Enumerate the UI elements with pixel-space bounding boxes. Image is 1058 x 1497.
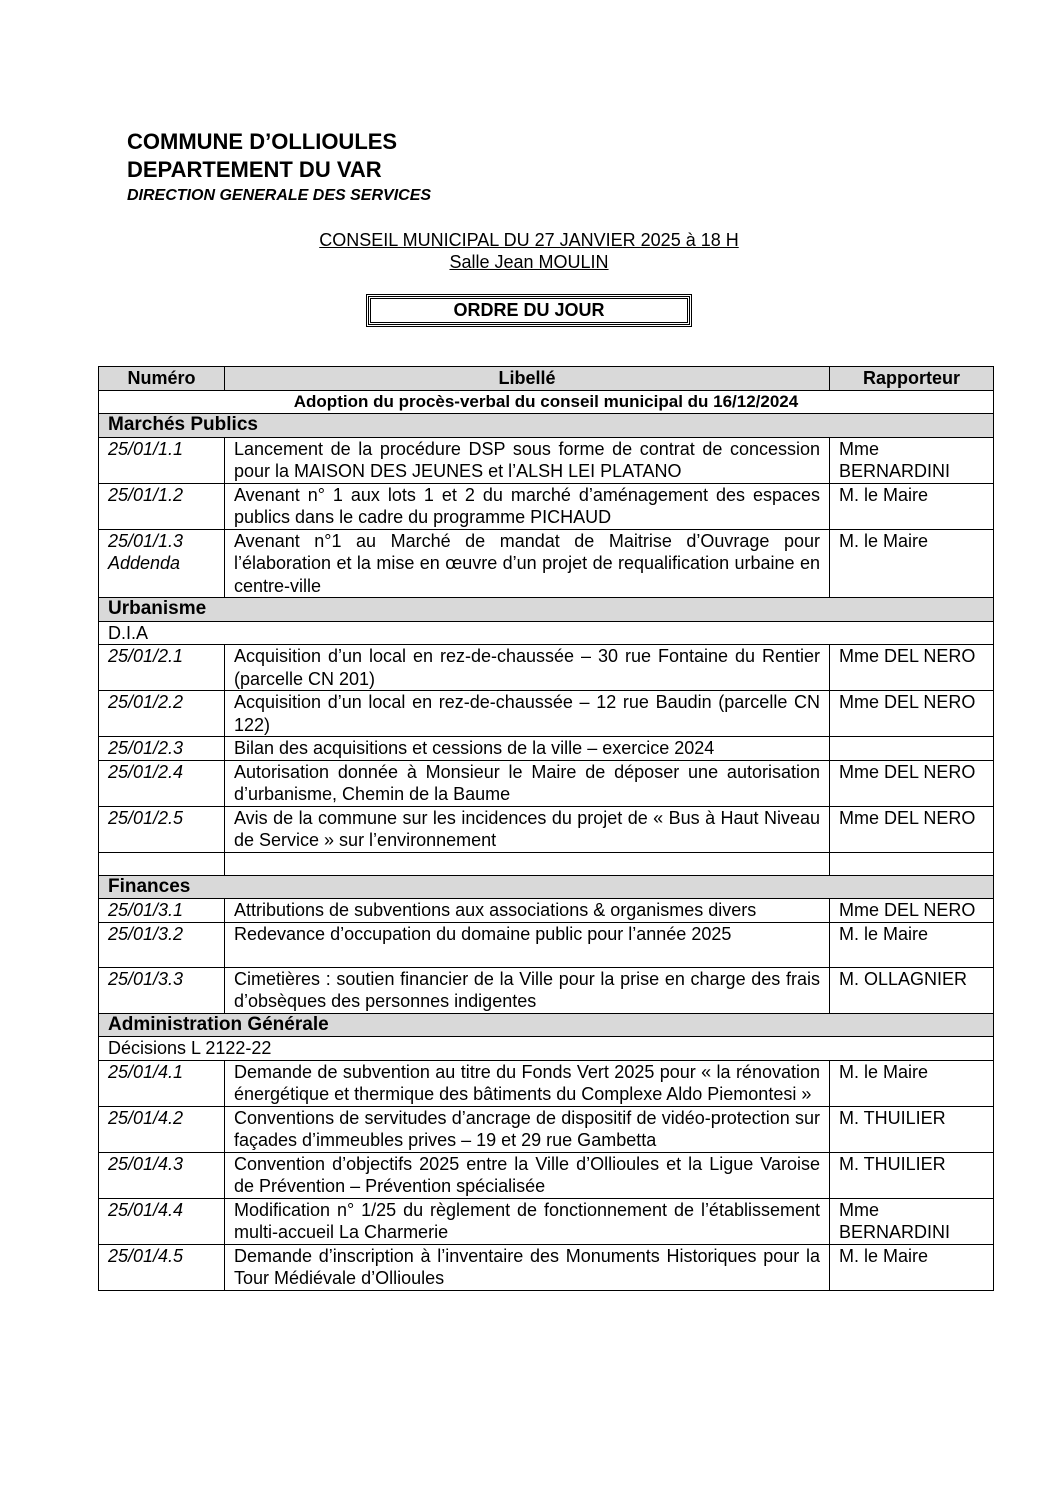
agenda-body	[99, 390, 994, 1290]
section-title: Administration Générale	[99, 1013, 994, 1037]
item-number: 25/01/3.1	[99, 899, 225, 923]
header-numero: Numéro	[99, 367, 225, 391]
item-rapporteur: Mme DEL NERO	[830, 645, 994, 691]
header-libelle: Libellé	[225, 367, 830, 391]
item-label: Convention d’objectifs 2025 entre la Ville d’Ollioules et la Ligue Varoise de Prévention – Prévention spécialisée	[225, 1152, 830, 1198]
item-number: 25/01/4.1	[99, 1060, 225, 1106]
agenda-item-row	[99, 967, 994, 1013]
agenda-item-row	[99, 899, 994, 923]
item-label: Demande d’inscription à l’inventaire des Monuments Historiques pour la Tour Médiévale d’Ollioules	[225, 1244, 830, 1290]
empty-cell	[225, 852, 830, 875]
item-label: Redevance d’occupation du domaine public pour l’année 2025	[225, 922, 830, 967]
item-number: 25/01/3.2	[99, 922, 225, 967]
item-rapporteur: M. le Maire	[830, 1244, 994, 1290]
item-number: 25/01/1.3 Addenda	[99, 529, 225, 598]
item-rapporteur: Mme BERNARDINI	[830, 437, 994, 483]
meeting-title: CONSEIL MUNICIPAL DU 27 JANVIER 2025 à 18 H	[319, 230, 739, 250]
item-number: 25/01/1.1	[99, 437, 225, 483]
item-rapporteur	[830, 737, 994, 761]
adoption-row	[99, 390, 994, 414]
section-subtitle-row	[99, 621, 994, 645]
section-header-row	[99, 414, 994, 438]
item-number: 25/01/2.3	[99, 737, 225, 761]
section-header-row	[99, 1013, 994, 1037]
item-label: Modification n° 1/25 du règlement de fonctionnement de l’établissement multi-accueil La Charmerie	[225, 1198, 830, 1244]
item-rapporteur: M. le Maire	[830, 529, 994, 598]
item-number: 25/01/2.1	[99, 645, 225, 691]
empty-cell	[99, 852, 225, 875]
agenda-item-row	[99, 922, 994, 967]
item-rapporteur: M. THUILIER	[830, 1152, 994, 1198]
item-label: Cimetières : soutien financier de la Ville pour la prise en charge des frais d’obsèques des personnes indigentes	[225, 967, 830, 1013]
meeting-info	[0, 229, 1058, 273]
agenda-item-row	[99, 1244, 994, 1290]
section-title: Marchés Publics	[99, 414, 994, 438]
item-number: 25/01/4.5	[99, 1244, 225, 1290]
item-label: Avis de la commune sur les incidences du projet de « Bus à Haut Niveau de Service » sur l’environnement	[225, 806, 830, 852]
item-number: 25/01/4.2	[99, 1106, 225, 1152]
section-title: Finances	[99, 875, 994, 899]
agenda-item-row	[99, 483, 994, 529]
item-label: Acquisition d’un local en rez-de-chaussée – 30 rue Fontaine du Rentier (parcelle CN 201)	[225, 645, 830, 691]
agenda-item-row	[99, 1198, 994, 1244]
item-rapporteur: M. THUILIER	[830, 1106, 994, 1152]
item-number: 25/01/2.2	[99, 691, 225, 737]
item-number: 25/01/1.2	[99, 483, 225, 529]
agenda-table	[98, 366, 994, 1291]
agenda-item-row	[99, 806, 994, 852]
adoption-text: Adoption du procès-verbal du conseil municipal du 16/12/2024	[99, 390, 994, 414]
item-number: 25/01/2.4	[99, 760, 225, 806]
agenda-item-row	[99, 437, 994, 483]
item-rapporteur: Mme DEL NERO	[830, 899, 994, 923]
agenda-item-row	[99, 760, 994, 806]
meeting-location: Salle Jean MOULIN	[449, 252, 609, 272]
empty-row	[99, 852, 994, 875]
item-label: Bilan des acquisitions et cessions de la ville – exercice 2024	[225, 737, 830, 761]
item-label: Acquisition d’un local en rez-de-chaussée – 12 rue Baudin (parcelle CN 122)	[225, 691, 830, 737]
item-rapporteur: Mme BERNARDINI	[830, 1198, 994, 1244]
direction-name: DIRECTION GENERALE DES SERVICES	[127, 187, 432, 204]
item-rapporteur: Mme DEL NERO	[830, 806, 994, 852]
agenda-item-row	[99, 737, 994, 761]
item-rapporteur: M. le Maire	[830, 922, 994, 967]
section-header-row	[99, 598, 994, 622]
section-header-row	[99, 875, 994, 899]
letterhead	[127, 128, 431, 207]
commune-name: COMMUNE D’OLLIOULES	[127, 129, 398, 154]
department-name: DEPARTEMENT DU VAR	[127, 157, 382, 182]
item-label: Conventions de servitudes d’ancrage de dispositif de vidéo-protection sur façades d’immeubles prives – 19 et 29 rue Gambetta	[225, 1106, 830, 1152]
section-title: Urbanisme	[99, 598, 994, 622]
item-label: Attributions de subventions aux associations & organismes divers	[225, 899, 830, 923]
item-rapporteur: M. le Maire	[830, 483, 994, 529]
agenda-item-row	[99, 645, 994, 691]
item-number: 25/01/2.5	[99, 806, 225, 852]
section-subtitle: Décisions L 2122-22	[99, 1037, 994, 1061]
item-number: 25/01/4.3	[99, 1152, 225, 1198]
agenda-title-box: ORDRE DU JOUR	[366, 294, 692, 327]
empty-cell	[830, 852, 994, 875]
table-header-row	[99, 367, 994, 391]
agenda-item-row	[99, 1106, 994, 1152]
section-subtitle: D.I.A	[99, 621, 994, 645]
item-label: Lancement de la procédure DSP sous forme de contrat de concession pour la MAISON DES JEUNES et l’ALSH LEI PLATANO	[225, 437, 830, 483]
agenda-item-row	[99, 691, 994, 737]
item-label: Avenant n°1 au Marché de mandat de Maitrise d’Ouvrage pour l’élaboration et la mise en œuvre d’un projet de requalification urbaine en centre-ville	[225, 529, 830, 598]
item-label: Avenant n° 1 aux lots 1 et 2 du marché d’aménagement des espaces publics dans le cadre du programme PICHAUD	[225, 483, 830, 529]
section-subtitle-row	[99, 1037, 994, 1061]
item-rapporteur: Mme DEL NERO	[830, 760, 994, 806]
item-label: Demande de subvention au titre du Fonds Vert 2025 pour « la rénovation énergétique et thermique des bâtiments du Complexe Aldo Piemontesi »	[225, 1060, 830, 1106]
agenda-item-row	[99, 1152, 994, 1198]
item-rapporteur: M. OLLAGNIER	[830, 967, 994, 1013]
item-number: 25/01/4.4	[99, 1198, 225, 1244]
item-label: Autorisation donnée à Monsieur le Maire de déposer une autorisation d’urbanisme, Chemin de la Baume	[225, 760, 830, 806]
agenda-item-row	[99, 1060, 994, 1106]
header-rapporteur: Rapporteur	[830, 367, 994, 391]
item-number: 25/01/3.3	[99, 967, 225, 1013]
agenda-item-row	[99, 529, 994, 598]
item-rapporteur: Mme DEL NERO	[830, 691, 994, 737]
item-rapporteur: M. le Maire	[830, 1060, 994, 1106]
